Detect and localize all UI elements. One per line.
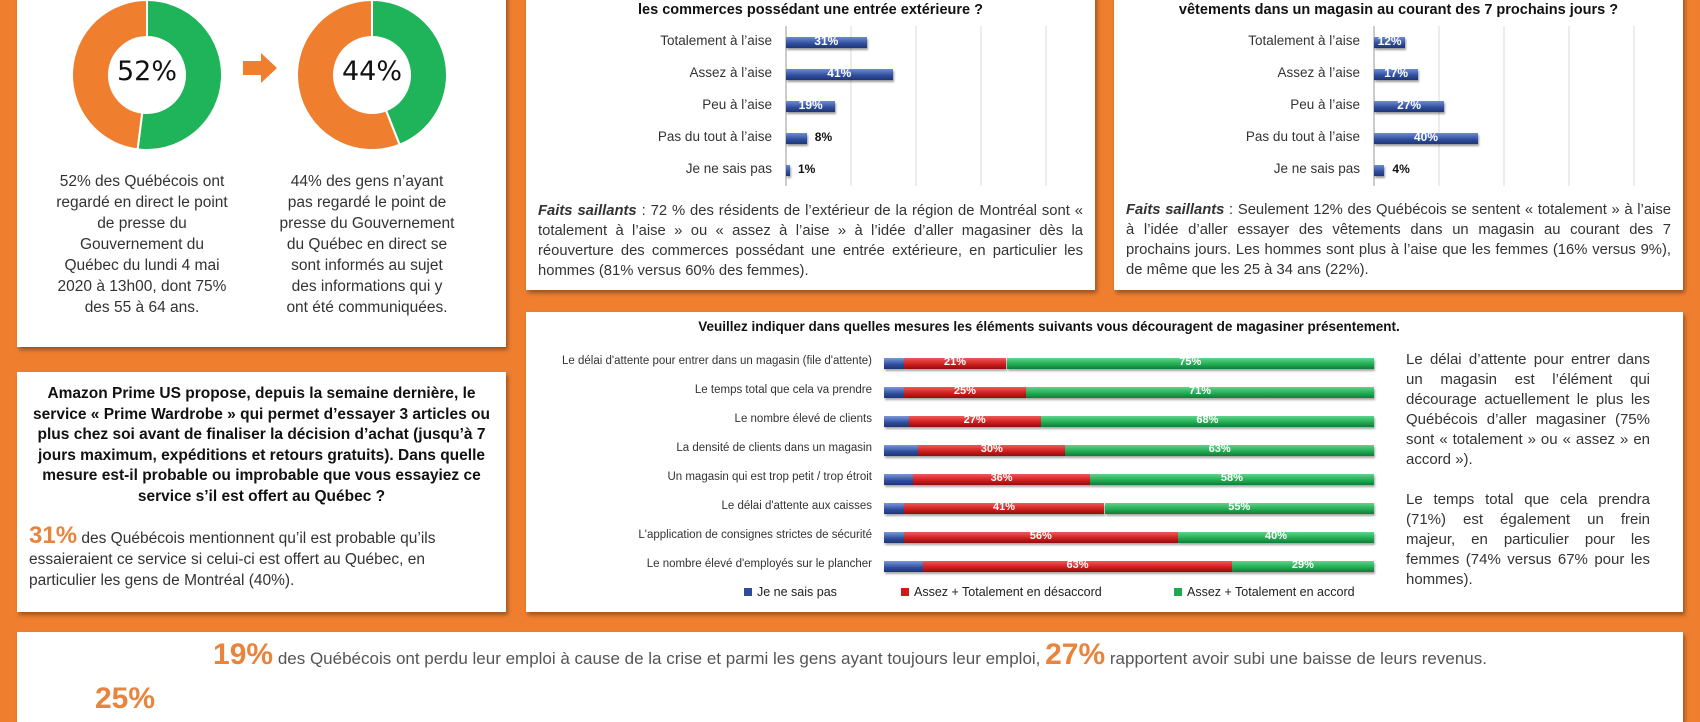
segment-value-label: 71% xyxy=(1189,385,1212,397)
chart-1-title: les commerces possédant une entrée extérieure ? xyxy=(638,2,983,18)
category-label: L'application de consignes strictes de sécurité xyxy=(638,529,872,541)
chart-1-note xyxy=(538,201,1083,281)
donut-2-label: 44% xyxy=(341,56,402,87)
segment-value-label: 56% xyxy=(1029,530,1052,542)
seg-unknown xyxy=(884,503,904,514)
category-label: Peu à l’aise xyxy=(1290,97,1360,112)
bottom-text-2: rapportent avoir subi une baisse de leurs revenus. xyxy=(1105,649,1487,668)
category-label: Totalement à l’aise xyxy=(1248,33,1360,48)
caption-line: presse du Gouvernement xyxy=(279,215,455,232)
legend-item xyxy=(1174,585,1355,599)
stacked-chart-card xyxy=(526,312,1683,612)
bottom-big-2: 27% xyxy=(1045,638,1106,671)
legend-swatch xyxy=(901,588,909,596)
side-text-1 xyxy=(1406,350,1650,470)
chart-2-note xyxy=(1126,200,1671,280)
side-line: (71%) est également un frein xyxy=(1406,511,1650,528)
bottom-big-1: 19% xyxy=(213,638,274,671)
donut-2-caption xyxy=(262,171,472,318)
seg-unknown xyxy=(884,532,904,543)
caption-line: de presse du xyxy=(97,215,187,232)
seg-unknown xyxy=(884,561,923,572)
question-line: Amazon Prime US propose, depuis la semaine dernière, le xyxy=(47,385,476,402)
bar-value-label: 4% xyxy=(1392,162,1410,176)
legend-label: Assez + Totalement en accord xyxy=(1187,585,1355,599)
category-label: Je ne sais pas xyxy=(1273,161,1360,176)
bottom-big-3: 25% xyxy=(95,682,156,715)
side-line: sont « totalement » ou « assez » en xyxy=(1406,431,1650,448)
chart-card-1 xyxy=(526,0,1095,290)
legend-label: Je ne sais pas xyxy=(757,585,837,599)
question-line: service « Prime Wardrobe » qui permet d’essayer 3 articles ou xyxy=(33,405,490,423)
caption-line: Gouvernement du xyxy=(79,236,205,253)
amazon-result xyxy=(29,522,494,591)
bar xyxy=(786,133,807,144)
segment-value-label: 40% xyxy=(1264,530,1288,542)
segment-value-label: 41% xyxy=(993,501,1016,513)
bar-value-label: 1% xyxy=(798,162,816,176)
bottom-line xyxy=(17,638,1683,672)
side-line: Le délai d’attente pour entrer dans xyxy=(1406,351,1650,368)
category-label: Je ne sais pas xyxy=(685,161,772,176)
category-label: Le temps total que cela va prendre xyxy=(694,384,872,396)
note-line: hommes (81% versus 60% des femmes). xyxy=(538,263,809,279)
caption-line: 52% des Québécois ont xyxy=(59,173,225,190)
seg-unknown xyxy=(884,358,904,369)
question-line: jours maximum, expéditions et retours gratuits). Dans quelle xyxy=(37,446,486,464)
donut-card xyxy=(17,0,506,347)
note-line: réouverture des commerces possédant une entrée extérieure, en particulier les xyxy=(538,243,1083,259)
question-line: plus chez soi avant de finaliser la décision d’achat (jusqu’à 7 xyxy=(37,426,486,443)
category-label: Peu à l’aise xyxy=(702,97,772,112)
legend-label: Assez + Totalement en désaccord xyxy=(914,585,1102,599)
question-line: service s’il est offert au Québec ? xyxy=(137,487,386,505)
segment-value-label: 36% xyxy=(990,472,1013,484)
segment-value-label: 75% xyxy=(1179,356,1202,368)
side-line: décourage actuellement le plus les xyxy=(1406,391,1650,408)
side-line: femmes (74% versus 67% pour les xyxy=(1406,551,1650,568)
amazon-text-1: des Québécois mentionnent qu’il est probable qu’ils xyxy=(77,530,436,547)
donut-1 xyxy=(72,0,222,150)
caption-line: ont été communiquées. xyxy=(286,299,448,316)
category-label: Assez à l’aise xyxy=(1277,65,1360,80)
donut-1-label: 52% xyxy=(116,56,177,87)
legend-item xyxy=(744,585,837,599)
bar-value-label: 12% xyxy=(1377,34,1402,48)
category-label: Le nombre élevé de clients xyxy=(734,413,872,425)
bar-value-label: 40% xyxy=(1413,130,1439,144)
segment-value-label: 63% xyxy=(1066,559,1089,571)
donut-1-caption xyxy=(37,171,247,318)
legend-item xyxy=(901,585,1102,599)
caption-line: des 55 à 64 ans. xyxy=(84,299,200,316)
bar xyxy=(1374,165,1384,176)
side-line: Québécois d’aller magasiner (75% xyxy=(1406,411,1650,428)
caption-line: Québec du lundi 4 mai xyxy=(64,257,220,274)
note-line: de même que les 25 à 34 ans (22%). xyxy=(1126,262,1369,278)
note-label: Faits saillants xyxy=(1126,202,1225,218)
bar-value-label: 31% xyxy=(814,34,839,48)
legend-swatch xyxy=(744,588,752,596)
segment-value-label: 63% xyxy=(1208,443,1231,455)
donut-2 xyxy=(297,0,447,150)
bar-value-label: 27% xyxy=(1397,98,1422,112)
bar-value-label: 8% xyxy=(814,130,833,144)
side-line: accord »). xyxy=(1406,451,1473,468)
note-label: Faits saillants xyxy=(538,203,637,219)
segment-value-label: 25% xyxy=(953,385,976,397)
side-line: Le temps total que cela prendra xyxy=(1406,491,1650,508)
note-line: à l’idée d’aller essayer des vêtements dans un magasin au courant des 7 xyxy=(1126,222,1671,238)
bar-value-label: 17% xyxy=(1384,66,1409,80)
note-line: Faits saillants : Seulement 12% des Québécois se sentent « totalement » à l’aise xyxy=(1126,202,1671,218)
category-label: Pas du tout à l’aise xyxy=(1245,129,1360,144)
legend-swatch xyxy=(1174,588,1182,596)
side-line: hommes). xyxy=(1406,571,1473,588)
note-line: Faits saillants : 72 % des résidents de l’extérieur de la région de Montréal sont « xyxy=(538,203,1083,219)
caption-line: 2020 à 13h00, dont 75% xyxy=(57,278,227,295)
side-text-2 xyxy=(1406,490,1650,590)
segment-value-label: 30% xyxy=(980,443,1003,455)
note-line: prochains jours. Les hommes sont plus à l’aise que les femmes (16% versus 9%), xyxy=(1126,242,1671,258)
chart-2-title: vêtements dans un magasin au courant des 7 prochains jours ? xyxy=(1178,2,1619,18)
segment-value-label: 21% xyxy=(944,356,967,368)
seg-unknown xyxy=(884,416,909,427)
bar xyxy=(786,165,790,176)
note-line: totalement à l’aise » ou « assez à l’aise » à l’idée d’aller magasiner dès la xyxy=(538,223,1083,239)
category-label: La densité de clients dans un magasin xyxy=(676,442,872,454)
seg-unknown xyxy=(884,387,904,398)
segment-value-label: 27% xyxy=(963,414,986,426)
caption-line: 44% des gens n’ayant xyxy=(290,173,444,190)
category-label: Assez à l’aise xyxy=(689,65,772,80)
category-label: Un magasin qui est trop petit / trop étroit xyxy=(667,471,872,483)
bar-value-label: 41% xyxy=(827,66,852,80)
caption-line: des informations qui y xyxy=(291,278,443,295)
category-label: Le nombre élevé d'employés sur le plancher xyxy=(646,558,872,570)
amazon-big-number: 31% xyxy=(29,522,78,549)
seg-unknown xyxy=(884,445,918,456)
segment-value-label: 58% xyxy=(1220,472,1243,484)
category-label: Le délai d'attente pour entrer dans un magasin (file d'attente) xyxy=(562,355,872,367)
caption-line: sont informés au sujet xyxy=(291,257,443,274)
segment-value-label: 55% xyxy=(1228,501,1251,513)
amazon-question xyxy=(27,384,496,507)
bar-value-label: 19% xyxy=(798,98,823,112)
bottom-card xyxy=(17,632,1683,722)
seg-unknown xyxy=(884,474,913,485)
caption-line: pas regardé le point de xyxy=(287,194,447,211)
caption-line: du Québec en direct se xyxy=(286,236,448,253)
chart-card-2 xyxy=(1114,0,1683,290)
amazon-text-3: particulier les gens de Montréal (40%). xyxy=(29,572,295,589)
side-line: un magasin est l’élément qui xyxy=(1406,371,1650,388)
arrow-right-icon xyxy=(243,51,279,85)
stacked-chart-title: Veuillez indiquer dans quelles mesures les éléments suivants vous découragent de magasiner présentement. xyxy=(698,319,1400,334)
category-label: Pas du tout à l’aise xyxy=(657,129,772,144)
category-label: Le délai d'attente aux caisses xyxy=(721,500,872,512)
segment-value-label: 29% xyxy=(1291,559,1314,571)
bottom-text-1: des Québécois ont perdu leur emploi à cause de la crise et parmi les gens ayant toujours leur emploi, xyxy=(273,649,1046,668)
category-label: Totalement à l’aise xyxy=(660,33,772,48)
side-line: majeur, en particulier pour les xyxy=(1406,531,1650,548)
caption-line: regardé en direct le point xyxy=(56,194,228,211)
amazon-card xyxy=(17,372,506,612)
question-line: mesure est-il probable ou improbable que vous essayiez ce xyxy=(42,467,481,484)
segment-value-label: 68% xyxy=(1196,414,1219,426)
amazon-text-2: essaieraient ce service si celui-ci est offert au Québec, en xyxy=(29,551,426,568)
